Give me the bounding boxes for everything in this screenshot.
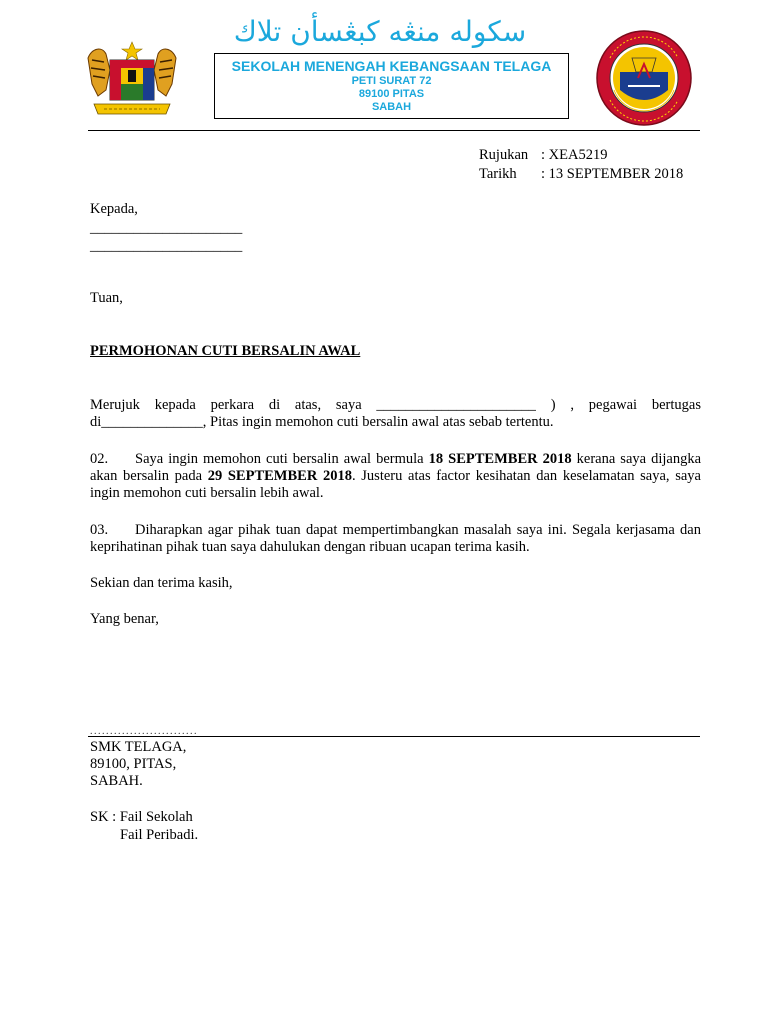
cc-line-1: SK : Fail Sekolah — [90, 809, 193, 825]
paragraph-3-text: Diharapkan agar pihak tuan dapat mempertimbangkan masalah saya ini. Segala kerjasama dan keprihatinan pihak tuan saya dahulukan dengan ribuan ucapan terima kasih. — [90, 522, 701, 555]
signature-line-2: 89100, PITAS, — [90, 756, 177, 772]
closing-yang-benar: Yang benar, — [90, 611, 159, 627]
paragraph-3-number: 03. — [90, 522, 109, 538]
paragraph-2-text-a: Saya ingin memohon cuti bersalin awal bermula — [135, 451, 429, 467]
recipient-label: Kepada, — [90, 201, 138, 217]
po-box: PETI SURAT 72 — [351, 75, 432, 87]
closing-thanks: Sekian dan terima kasih, — [90, 575, 233, 591]
signature-dots: ........................... — [90, 726, 198, 737]
tarikh-value: : 13 SEPTEMBER 2018 — [541, 166, 684, 182]
paragraph-2-number: 02. — [90, 451, 109, 467]
paragraph-2-text-c: . Justeru atas factor kesihatan dan keselamatan saya, saya ingin memohon cuti bersalin lebih awal. — [90, 468, 701, 501]
recipient-line-1: _____________________ — [90, 220, 243, 236]
school-address-box — [214, 53, 569, 119]
paragraph-2 — [90, 451, 701, 502]
signature-divider — [88, 736, 700, 737]
tarikh-label: Tarikh — [479, 166, 517, 182]
school-name-jawi: سکوله منڠه کبڠسأن تلاك — [233, 15, 527, 48]
school-crest-logo — [594, 28, 694, 128]
cc-line-2: Fail Peribadi. — [120, 827, 199, 843]
malaysia-coat-of-arms-logo — [84, 40, 180, 120]
state: SABAH — [371, 101, 412, 113]
paragraph-3 — [90, 522, 701, 556]
recipient-line-2: _____________________ — [90, 238, 243, 254]
salutation: Tuan, — [90, 290, 123, 306]
due-date: 29 SEPTEMBER 2018 — [207, 468, 352, 484]
signature-line-1: SMK TELAGA, — [90, 739, 187, 755]
postcode-city: 89100 PITAS — [358, 88, 425, 100]
school-name: SEKOLAH MENENGAH KEBANGSAAN TELAGA — [231, 58, 552, 74]
signature-line-3: SABAH. — [90, 773, 143, 789]
reference-block — [479, 146, 683, 184]
letter-subject: PERMOHONAN CUTI BERSALIN AWAL — [90, 343, 361, 359]
paragraph-1: Merujuk kepada perkara di atas, saya ______________________ ) , pegawai bertugas di______________, Pitas ingin memohon cuti bersalin awal atas sebab tertentu. — [90, 397, 701, 430]
start-date: 18 SEPTEMBER 2018 — [428, 451, 572, 467]
paragraph-2-text-b: kerana saya dijangka akan bersalin pada — [90, 451, 702, 484]
rujukan-value: : XEA5219 — [541, 147, 608, 163]
rujukan-label: Rujukan — [479, 147, 529, 163]
header-divider — [88, 130, 700, 131]
